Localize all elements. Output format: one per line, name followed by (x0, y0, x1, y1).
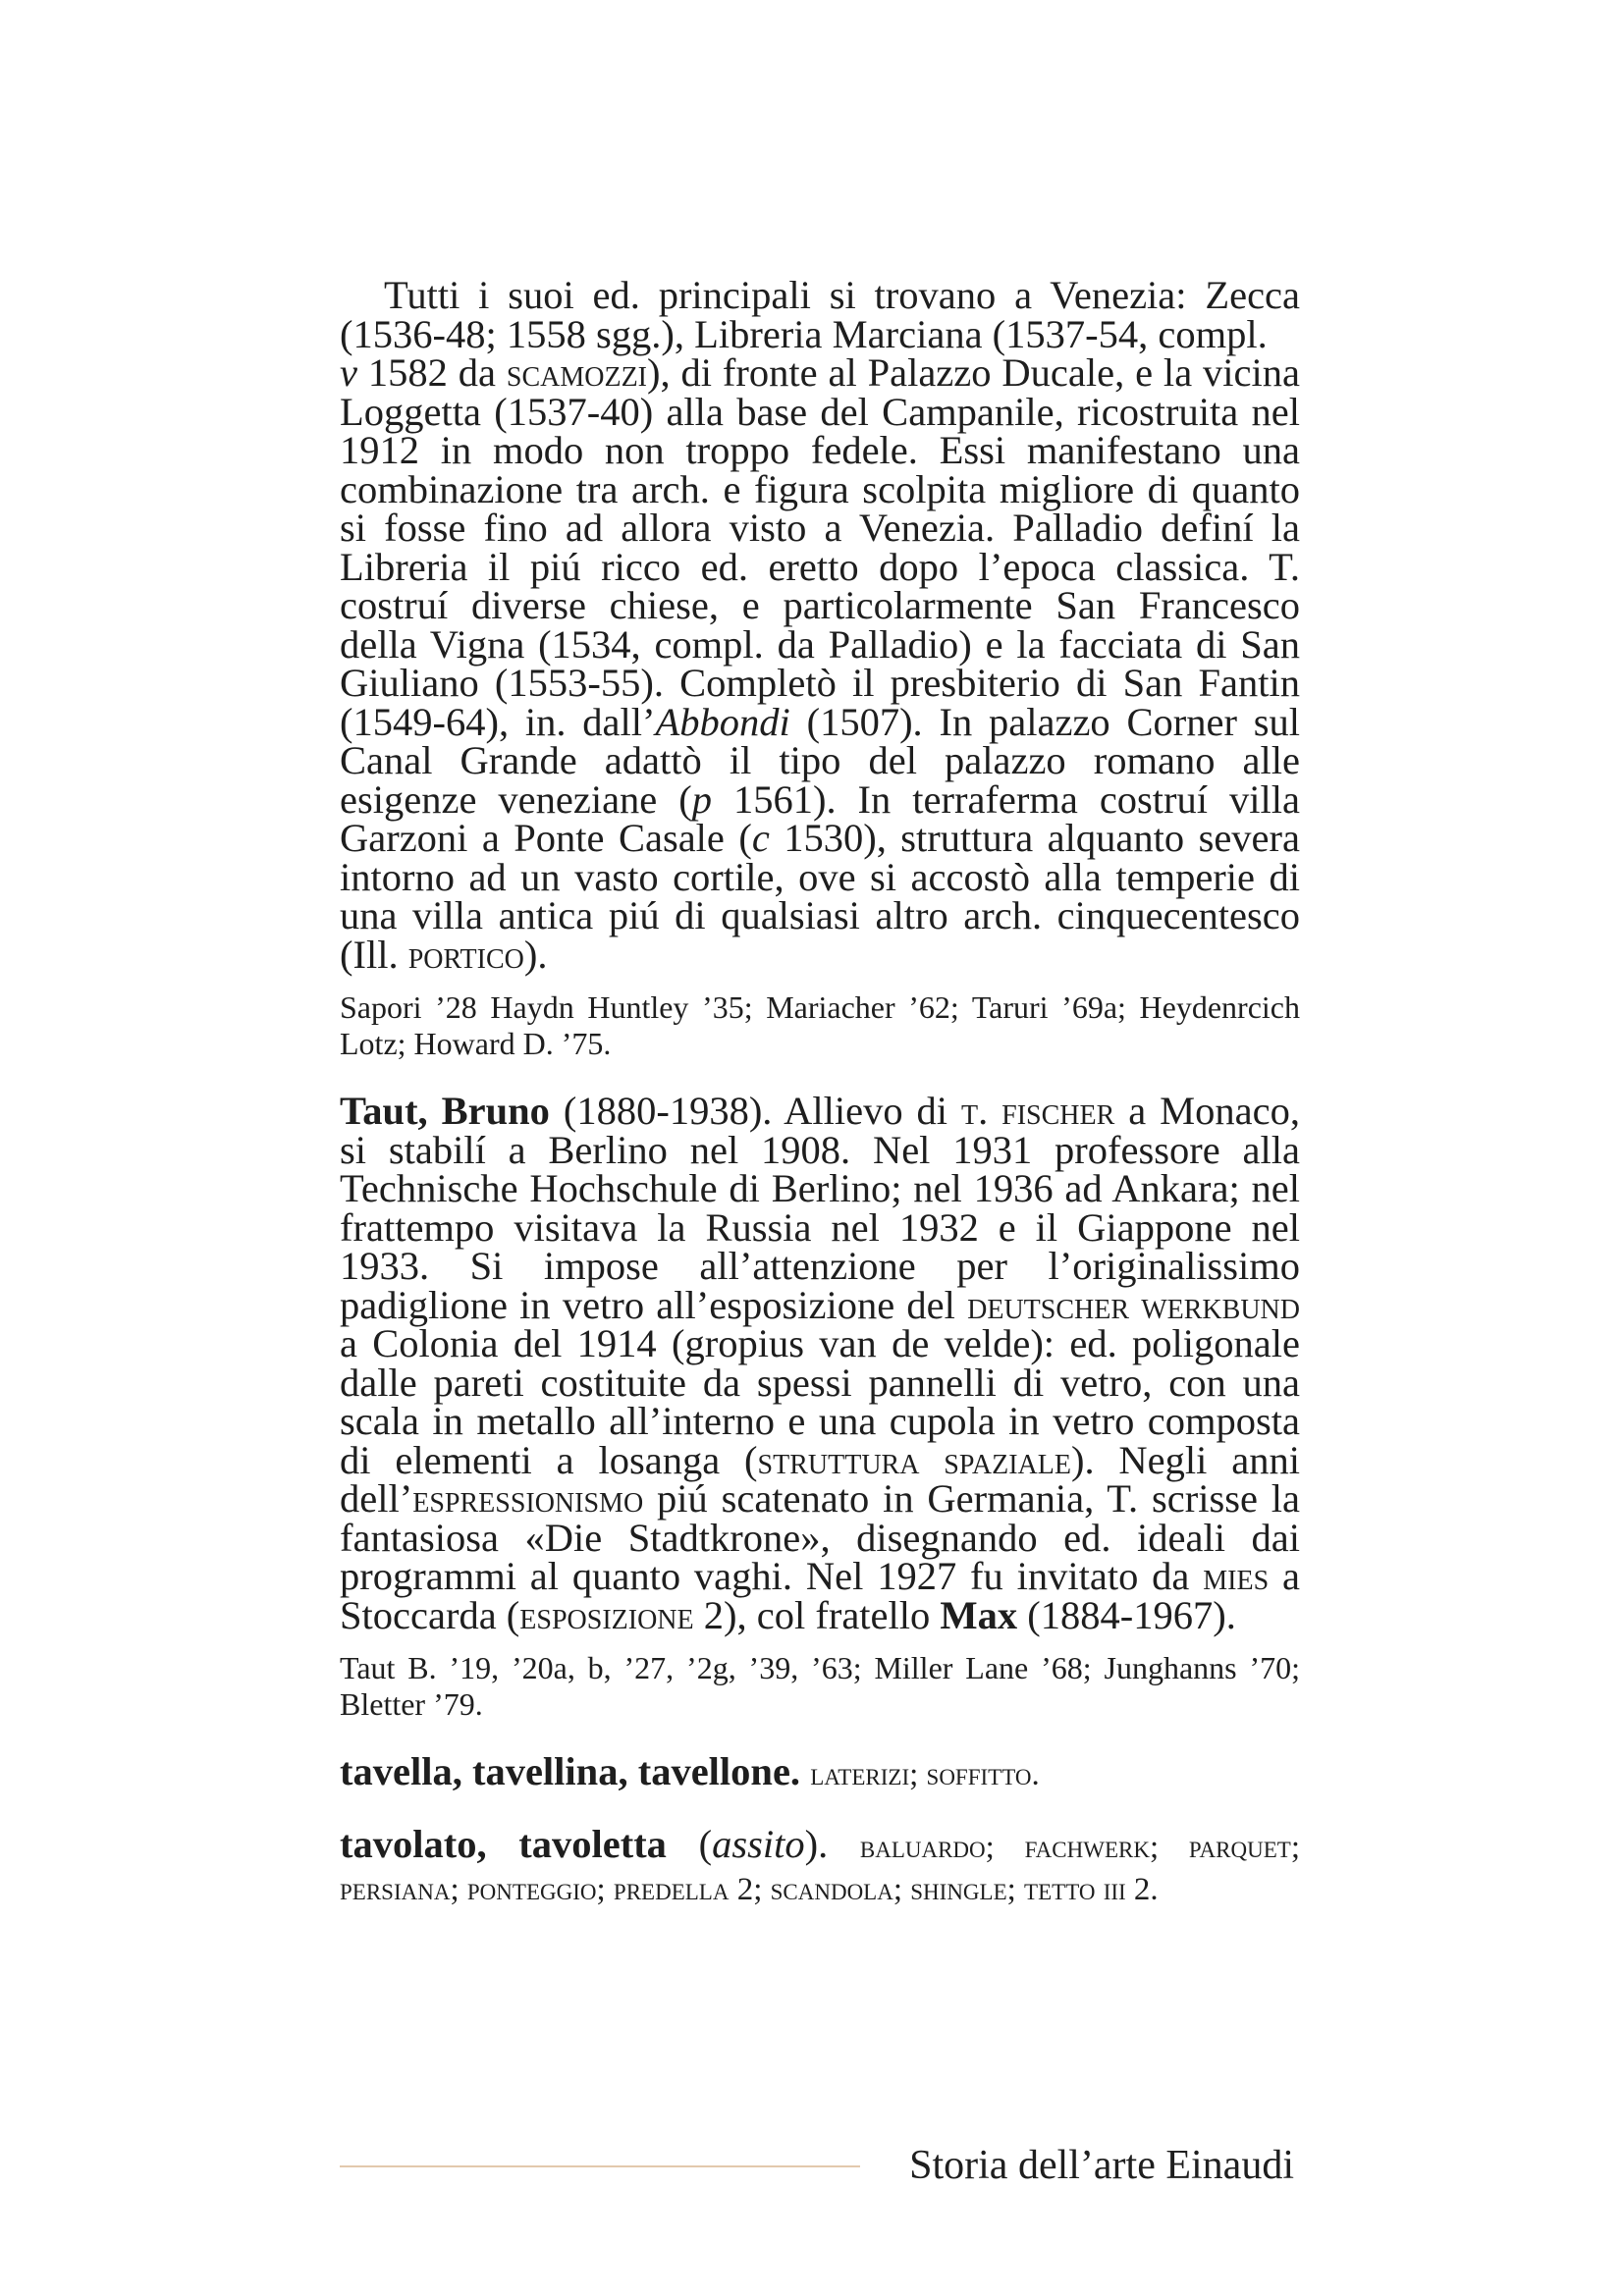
entry-text: ). Negli anni dell’ (340, 1437, 1300, 1521)
entry-text: ). (804, 1821, 860, 1866)
cross-reference-espressionismo[interactable]: espressionismo (412, 1476, 644, 1521)
page-body (340, 273, 1301, 1910)
entry-text: 1582 da (356, 350, 507, 395)
page-footer (340, 2140, 1294, 2191)
taut-bibliography: Taut B. ’19, ’20a, b, ’27, ’2g, ’39, ’63; Miller Lane ’68; Junghanns ’70; Bletter ’79. (340, 1650, 1300, 1722)
entry-text: Tutti i suoi ed. principali si trovano a Venezia: Zecca (1536-48; 1558 sgg.), Libreria Marciana (1537-54, compl. (340, 273, 1300, 356)
entry-text: (1507). In palazzo Corner sul Canal Grande adattò il tipo del palazzo romano alle esigenze veneziane ( (340, 699, 1300, 822)
entry-text: a Colonia del 1914 (gropius van de velde): ed. poligonale dalle pareti costituite da spessi pannelli di vetro, con una scala in metallo all’interno e una cupola in vetro composta di elementi a losanga ( (340, 1321, 1300, 1482)
entry-name-max: Max (940, 1592, 1018, 1637)
entry-name-abbondi: Abbondi (655, 699, 790, 744)
cross-reference-scamozzi[interactable]: scamozzi (506, 350, 647, 395)
entry-text: (1884-1967). (1017, 1592, 1236, 1637)
entry-lemma-taut: Taut, Bruno (340, 1089, 550, 1133)
footer-rule (340, 2165, 860, 2167)
entry-text: ), di fronte al Palazzo Ducale, e la vicina Loggetta (1537-40) alla base del Campanile, ricostruita nel 1912 in modo non troppo fedele. Essi manifestano una combinazione tra arch. e figura scolpita migliore di quanto si fosse fino ad allora visto a Venezia. Palladio definí la Libreria il piú ricco ed. eretto dopo l’epoca classica. T. costruí diverse chiese, e particolarmente San Francesco della Vigna (1534, compl. da Palladio) e la facciata di San Giuliano (1553-55). Completò il presbiterio di San Fantin (1549-64), in. dall’ (340, 350, 1301, 744)
entry-abbrev-v: v (340, 350, 357, 395)
footer-label: Storia dell’arte Einaudi (909, 2143, 1294, 2188)
sansovino-bibliography: Sapori ’28 Haydn Huntley ’35; Mariacher ’62; Taruri ’69a; Heydenrcich Lotz; Howard D. ’75. (340, 989, 1300, 1061)
tavolato-entry (340, 1821, 1300, 1910)
cross-reference-struttura-spaziale[interactable]: struttura spaziale (757, 1437, 1071, 1482)
cross-reference-fischer[interactable]: t. fischer (960, 1089, 1115, 1133)
cross-reference-esposizione[interactable]: esposizione 2 (519, 1592, 724, 1637)
entry-text: ( (666, 1821, 713, 1866)
entry-lemma-tavella: tavella, tavellina, tavellone. (340, 1749, 801, 1793)
entry-text: ). (523, 932, 548, 977)
entry-text: piú scatenato in Germania, T. scrisse la fantasiosa «Die Stadtkrone», disegnando ed. ideali dai programmi al quanto vaghi. Nel 1927 fu invitato da (340, 1476, 1300, 1598)
cross-reference-werkbund[interactable]: deutscher werkbund (967, 1282, 1300, 1327)
entry-synonym-assito: assito (712, 1821, 805, 1866)
entry-text: a Monaco, si stabilí a Berlino nel 1908. Nel 1931 professore alla Technische Hochschule di Berlino; nel 1936 ad Ankara; nel frattempo visitava la Russia nel 1932 e il Giappone nel 1933. Si impose all’attenzione per l’originalissimo padiglione in vetro all’esposizione del (340, 1089, 1300, 1327)
cross-reference-list-tavolato[interactable]: baluardo; fachwerk; parquet; persiana; ponteggio; predella 2; scandola; shingle; tetto iii 2. (340, 1829, 1300, 1907)
cross-reference-mies[interactable]: mies (1203, 1554, 1270, 1598)
entry-lemma-tavolato: tavolato, tavoletta (340, 1821, 667, 1866)
entry-text: ), col fratello (724, 1592, 941, 1637)
tavella-entry (340, 1749, 1300, 1795)
sansovino-entry-tail (340, 273, 1301, 977)
entry-text: a Stoccarda ( (340, 1554, 1300, 1637)
entry-text: 1561). In terraferma costruí villa Garzoni a Ponte Casale ( (340, 776, 1300, 860)
entry-abbrev-c: c (751, 816, 770, 860)
cross-reference-portico[interactable]: portico (407, 932, 524, 977)
entry-text: 1530), struttura alquanto severa intorno ad un vasto cortile, ove si accostò alla temperie di una villa antica piú di qualsiasi altro arch. cinquecentesco (Ill. (340, 816, 1300, 977)
entry-text: (1880-1938). Allievo di (549, 1089, 961, 1133)
entry-abbrev-p: p (691, 776, 712, 822)
entry-text (800, 1749, 810, 1793)
cross-reference-list-tavella[interactable]: laterizi; soffitto. (810, 1757, 1040, 1792)
taut-entry (340, 1089, 1300, 1637)
